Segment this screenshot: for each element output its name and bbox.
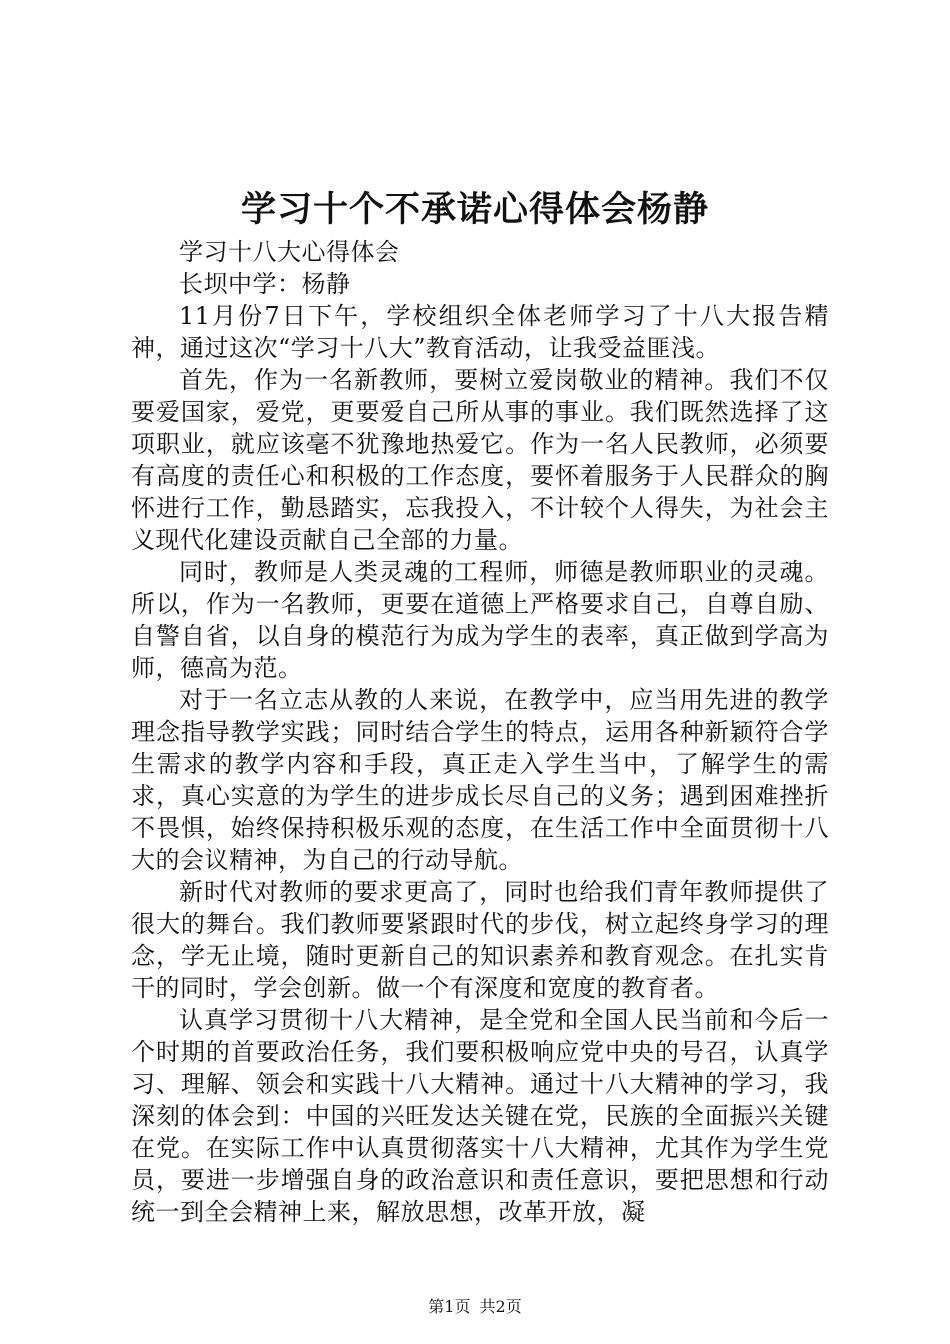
subtitle-paragraph: 学习十八大心得体会 xyxy=(179,238,400,266)
body-paragraph: 首先，作为一名新教师，要树立爱岗敬业的精神。我们不仅要爱国家，爱党，更要爱自己所从事的事业。我们既然选择了这项职业，就应该毫不犹豫地热爱它。作为一名人民教师，必须要有高度的责任心和积极的工作态度，要怀着服务于人民群众的胸怀进行工作，勤恳踏实，忘我投入，不计较个人得失，为社会主义现代化建设贡献自己全部的力量。 xyxy=(131,366,829,554)
page-number: 第1页 xyxy=(428,1297,471,1316)
body-paragraph: 11月份7日下午，学校组织全体老师学习了十八大报告精神，通过这次“学习十八大”教育活动，让我受益匪浅。 xyxy=(131,302,829,362)
document-body xyxy=(131,236,829,1228)
page-footer xyxy=(0,1297,950,1317)
document-title: 学习十个不承诺心得体会杨静 xyxy=(240,189,709,230)
body-paragraph: 同时，教师是人类灵魂的工程师，师德是教师职业的灵魂。所以，作为一名教师，更要在道德上严格要求自己，自尊自励、自警自省，以自身的模范行为成为学生的表率，真正做到学高为师，德高为范。 xyxy=(131,558,829,682)
page-total: 共2页 xyxy=(479,1297,522,1316)
body-paragraph: 新时代对教师的要求更高了，同时也给我们青年教师提供了很大的舞台。我们教师要紧跟时代的步伐，树立起终身学习的理念，学无止境，随时更新自己的知识素养和教育观念。在扎实肯干的同时，学会创新。做一个有深度和宽度的教育者。 xyxy=(131,878,829,1002)
body-paragraph: 认真学习贯彻十八大精神，是全党和全国人民当前和今后一个时期的首要政治任务，我们要积极响应党中央的号召，认真学习、理解、领会和实践十八大精神。通过十八大精神的学习，我深刻的体会到：中国的兴旺发达关键在党，民族的全面振兴关键在党。在实际工作中认真贯彻落实十八大精神，尤其作为学生党员，要进一步增强自身的政治意识和责任意识，要把思想和行动统一到全会精神上来，解放思想，改革开放，凝 xyxy=(131,1006,829,1226)
body-paragraph: 对于一名立志从教的人来说，在教学中，应当用先进的教学理念指导教学实践；同时结合学生的特点，运用各种新颖符合学生需求的教学内容和手段，真正走入学生当中，了解学生的需求，真心实意的为学生的进步成长尽自己的义务；遇到困难挫折不畏惧，始终保持积极乐观的态度，在生活工作中全面贯彻十八大的会议精神，为自己的行动导航。 xyxy=(131,686,829,874)
author-paragraph: 长坝中学：杨静 xyxy=(179,270,351,298)
